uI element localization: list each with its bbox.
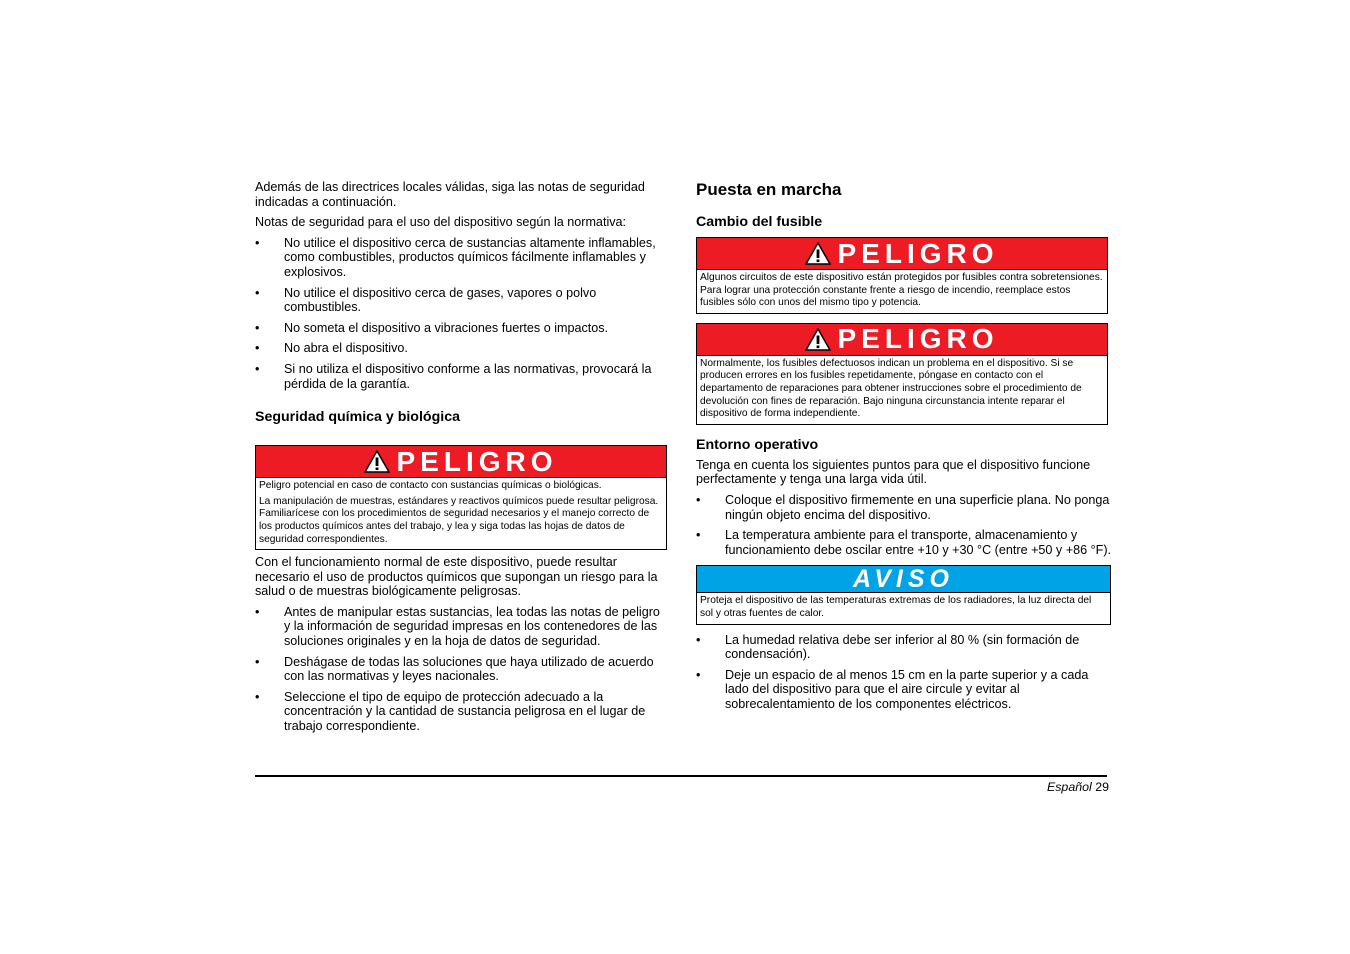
danger-box-fuse-2 [696,323,1108,425]
notice-text: Proteja el dispositivo de las temperaturas extremas de los radiadores, la luz directa del sol y otras fuentes de calor. [700,595,1092,619]
env-paragraph: Tenga en cuenta los siguientes puntos para que el dispositivo funcione perfectamente y tenga una larga vida útil. [696,457,1091,487]
danger-body [697,355,1107,424]
list-item: • Deshágase de todas las soluciones que haya utilizado de acuerdo con las normativas y leyes nacionales. [255,655,667,684]
notice-label: AVISO [853,564,954,593]
warning-triangle-icon [805,242,831,265]
list-item: • No abra el dispositivo. [255,341,667,356]
danger-text: Algunos circuitos de este dispositivo están protegidos por fusibles contra sobretensiones. Para lograr una protección constante frente a riesgo de incendio, reemplace estos fusibles sólo con unos del mismo tipo y potencia. [700,272,1103,309]
chem-paragraph: Con el funcionamiento normal de este dispositivo, puede resultar necesario el uso de productos químicos que supongan un riesgo para la salud o de muestras biológicamente peligrosas. [255,555,658,599]
list-item: • Coloque el dispositivo firmemente en una superficie plana. No ponga ningún objeto encima del dispositivo. [696,493,1111,522]
env-list-2 [696,633,1111,712]
danger-label: PELIGRO [837,323,999,355]
danger-body [697,269,1107,313]
list-item: • No utilice el dispositivo cerca de sustancias altamente inflamables, como combustibles, productos químicos fácilmente inflamables y explosivos. [255,236,667,280]
danger-header [697,238,1107,269]
right-column [696,180,1111,717]
danger-text: Normalmente, los fusibles defectuosos indican un problema en el dispositivo. Si se producen errores en los fusibles repetidamente, póngase en contacto con el departamento de reparaciones para obtener instrucciones sobre el procedimiento de devolución con fines de reparación. Bajo ninguna circunstancia intente reparar el dispositivo de forma independiente. [700,357,1082,420]
list-item: • Si no utiliza el dispositivo conforme a las normativas, provocará la pérdida de la garantía. [255,362,667,391]
warning-triangle-icon [805,328,831,351]
notice-box [696,565,1111,624]
list-item: • No utilice el dispositivo cerca de gases, vapores o polvo combustibles. [255,286,667,315]
chem-list [255,605,667,734]
section-heading-env: Entorno operativo [696,436,819,453]
danger-label: PELIGRO [837,237,999,269]
danger-box-chem [255,445,667,550]
warning-triangle-icon [364,450,390,473]
footer-divider [255,775,1107,777]
list-item: • Antes de manipular estas sustancias, lea todas las notas de peligro y la información de seguridad impresas en los contenedores de las soluciones originales y en la hoja de datos de seguridad. [255,605,667,649]
page-footer [1047,780,1109,794]
footer-language: Español [1046,780,1092,794]
notice-body [697,592,1110,623]
list-item: • Deje un espacio de al menos 15 cm en la parte superior y a cada lado del dispositivo para que el aire circule y evitar al sobrecalentamiento de los componentes eléctricos. [696,668,1111,712]
danger-box-fuse-1 [696,237,1108,314]
danger-body [256,477,666,549]
list-item: • Seleccione el tipo de equipo de protección adecuado a la concentración y la cantidad de sustancia peligrosa en el lugar de trabajo correspondiente. [255,690,667,734]
section-heading-chem: Seguridad química y biológica [255,409,460,426]
list-item: • La humedad relativa debe ser inferior al 80 % (sin formación de condensación). [696,633,1111,662]
section-heading-fuse: Cambio del fusible [696,214,823,230]
left-column [255,180,667,740]
danger-label: PELIGRO [396,445,558,477]
danger-text: Peligro potencial en caso de contacto con sustancias químicas o biológicas. [259,480,602,492]
safety-notes-list [255,236,667,391]
danger-header [256,446,666,477]
list-item: • La temperatura ambiente para el transporte, almacenamiento y funcionamiento debe oscilar entre +10 y +30 °C (entre +50 y +86 °F). [696,528,1111,557]
intro-paragraph: Además de las directrices locales válidas, siga las notas de seguridad indicadas a continuación. [255,180,645,209]
danger-header [697,324,1107,355]
notes-intro: Notas de seguridad para el uso del dispositivo según la normativa: [255,215,627,230]
notice-header [697,566,1110,592]
danger-text: La manipulación de muestras, estándares y reactivos químicos puede resultar peligrosa. Familiarícese con los procedimientos de seguridad necesarios y el manejo correcto de los productos químicos antes del trabajo, y lea y siga todas las hojas de datos de seguridad correspondientes. [259,495,659,545]
list-item: • No someta el dispositivo a vibraciones fuertes o impactos. [255,321,667,336]
env-list-1 [696,493,1111,557]
page-title: Puesta en marcha [696,180,842,199]
page-number: 29 [1095,780,1109,794]
